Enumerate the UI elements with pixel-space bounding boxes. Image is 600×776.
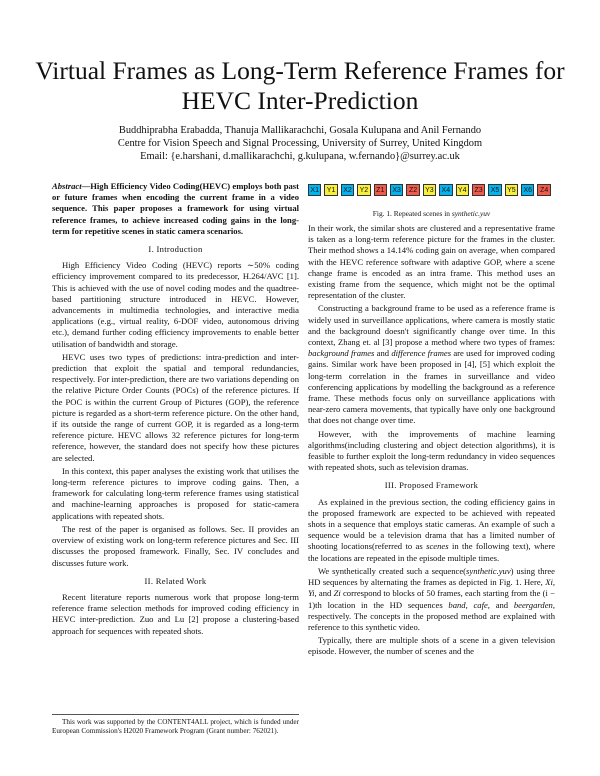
text-run: We synthetically created such a sequence( — [318, 565, 467, 576]
framework-paragraph — [308, 566, 555, 633]
frame-block-x3: X3 — [390, 184, 403, 196]
paper-title — [30, 56, 570, 116]
email-line: Email: {e.harshani, d.mallikarachchi, g.kulupana, w.fernando}@surrey.ac.uk — [140, 151, 460, 162]
frame-block-y3: Y3 — [423, 184, 436, 196]
funding-note: This work was supported by the CONTENT4ALL project, which is funded under European Commission's H2020 Framework Program (Grant number: 762021). — [52, 718, 299, 736]
framework-paragraph — [308, 497, 555, 564]
text-run: correspond to blocks of 50 frames, each starting from the (i − 1)th location in the HD sequences — [308, 588, 555, 610]
related-paragraph: Recent literature reports numerous work that propose long-term reference frame selection methods for improved coding efficiency in HEVC inter-prediction. Zuo and Lu [2] propose a clustering-based approach for sequences with repeated shots. — [52, 591, 299, 636]
frame-block-z1: Z1 — [374, 184, 387, 196]
term-xi-yi: Xi, Yi, — [308, 577, 555, 599]
text-run: and — [316, 588, 334, 599]
related-paragraph: In their work, the similar shots are clustered and a representative frame is taken as a long-term reference picture for the frames in the cluster. Their method shows a 14.14% coding gain on average, when compared with the HEVC reference software with adaptive GOP, where a scene change frame is encoded as an intra frame. This method uses an existing frame from the sequence, which might not be the optimal representation of the cluster. — [308, 223, 555, 301]
frame-block-x2: X2 — [341, 184, 354, 196]
frame-block-y1: Y1 — [324, 184, 337, 196]
frame-block-z2: Z2 — [406, 184, 419, 196]
title-line-2: HEVC Inter-Prediction — [181, 86, 419, 115]
frame-block-z3: Z3 — [472, 184, 485, 196]
frame-block-z4: Z4 — [537, 184, 550, 196]
framework-paragraph: Typically, there are multiple shots of a scene in a given television episode. However, the number of scenes and the — [308, 635, 555, 657]
term-zi: Zi — [333, 588, 341, 599]
text-run: As explained in the previous section, the coding efficiency gains in the proposed framework are expected to be achieved with repeated shots in a sequence that employs static cameras. An example of such a sequence would be a television drama that has a limited number of shooting locations(referred to as — [308, 496, 555, 552]
right-column — [308, 223, 555, 660]
frame-block-x6: X6 — [521, 184, 534, 196]
term-beergarden: beergarden — [513, 599, 553, 610]
term-scenes: scenes — [426, 541, 449, 552]
section-heading-introduction: I. Introduction — [148, 244, 203, 255]
text-run: are used for improved coding gains. Similar work have been proposed in [4], [5] which exploit the long-term correlation in the frames in surveillance and video conferencing applications by modelling the background as a reference frame. These methods focus only on surveillance applications with near-zero camera movements, that typically have only one background that does not change over time. — [308, 348, 555, 426]
abstract — [52, 181, 299, 237]
figure-caption — [308, 209, 555, 218]
related-paragraph: However, with the improvements of machine learning algorithms(including clustering and object detection algorithms), it is feasible to further exploit the long-term redundancy in video sequences with repeated shots, such as television dramas. — [308, 428, 555, 473]
frame-block-y2: Y2 — [357, 184, 370, 196]
text-run: and — [489, 599, 514, 610]
author-names: Buddhiprabha Erabadda, Thanuja Mallikarachchi, Gosala Kulupana and Anil Fernando — [118, 125, 482, 136]
caption-filename: synthetic.yuv — [451, 209, 491, 218]
intro-paragraph: HEVC uses two types of predictions: intra-prediction and inter-prediction that exploit the spatial and temporal redundancies, respectively. For inter-prediction, there are two variations depending on the relative Picture Order Counts (POCs) of the reference pictures. If the POC is within the current Group of Pictures (GOP), the reference picture is regarded as a short-term reference picture. On the other hand, if its outside the range of current GOP, it is regarded as a long-term reference picture. HEVC allows 32 reference pictures for long-term reference, however, the standard does not specify how these pictures are selected. — [52, 351, 299, 463]
abstract-text: —High Efficiency Video Coding(HEVC) employs both past or future frames when encoding the current frame in a video sequence. This paper proposes a framework for using virtual reference frames, to achieve increased coding gains in the long-term for repetitive scenes in static camera scenarios. — [52, 181, 299, 236]
figure-1 — [308, 184, 555, 218]
frame-block-x5: X5 — [488, 184, 501, 196]
text-run: Constructing a background frame to be used as a reference frame is widely used in surveillance applications, where camera is mostly static and the background doesn't significantly change over time. In this context, Zhang et. al [3] propose a method where two types of frames: — [308, 303, 555, 348]
term-difference-frames: difference frames — [391, 348, 452, 359]
section-heading-proposed-framework: III. Proposed Framework — [384, 480, 479, 491]
term-band-cafe: band, cafe, — [448, 599, 490, 610]
term-synthetic: synthetic.yuv — [466, 565, 511, 576]
section-heading-related-work: II. Related Work — [144, 575, 207, 586]
text-run: ) using three HD sequences by alternating the frames as depicted in Fig. 1. Here, — [308, 565, 555, 588]
frame-block-x4: X4 — [439, 184, 452, 196]
frame-block-y4: Y4 — [456, 184, 469, 196]
intro-paragraph: High Efficiency Video Coding (HEVC) reports ∼50% coding efficiency improvement compared to its predecessor, H.264/AVC [1]. This is achieved with the use of novel coding modes and the quadtree-based partitioning structure introduced in HEVC. However, advancements in multimedia technologies, and interactive media applications (e.g., virtual reality, 6-DOF video, autonomous driving etc.), demand further coding efficiency improvements to enable better utilisation of bandwidth and storage. — [52, 260, 299, 349]
left-column — [52, 181, 299, 639]
text-run: , respectively. The concepts in the proposed method are explained with reference to this synthetic video. — [308, 599, 555, 632]
frame-block-y5: Y5 — [505, 184, 518, 196]
intro-paragraph: In this context, this paper analyses the existing work that utilises the long-term reference pictures to improve coding gains. Then, a framework for calculating long-term reference frames using statistical and machine-learning approaches is proposed for static-camera applications with repeated shots. — [52, 465, 299, 521]
text-run: and — [374, 348, 392, 359]
intro-paragraph: The rest of the paper is organised as follows. Sec. II provides an overview of existing work on long-term reference pictures and Sec. III discusses the proposed framework. Finally, Sec. IV concludes and discusses future work. — [52, 523, 299, 568]
frame-block-x1: X1 — [308, 184, 321, 196]
abstract-label: Abstract — [52, 181, 82, 191]
title-line-1: Virtual Frames as Long-Term Reference Frames for — [35, 56, 565, 85]
footnote — [52, 714, 299, 736]
author-block — [30, 124, 570, 163]
affiliation: Centre for Vision Speech and Signal Processing, University of Surrey, United Kingdom — [117, 138, 483, 149]
term-background-frames: background frames — [308, 348, 375, 359]
frame-sequence-strip — [308, 184, 555, 196]
caption-prefix: Fig. 1. Repeated scenes in — [372, 209, 452, 218]
related-paragraph — [308, 303, 555, 426]
text-run: in the following text), where the locations are repeated in the episode multiple times. — [308, 541, 556, 563]
